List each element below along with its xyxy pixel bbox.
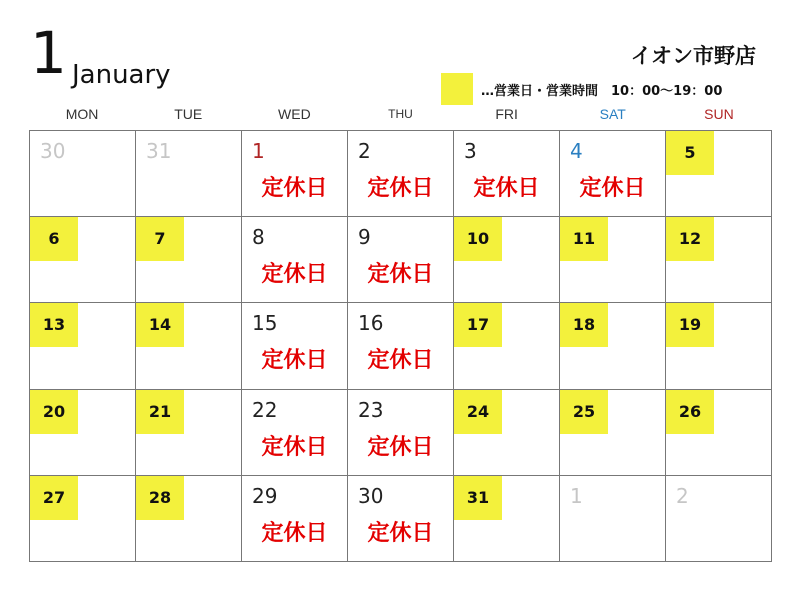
day-cell bbox=[136, 303, 242, 389]
closed-label: 定休日 bbox=[367, 348, 434, 374]
open-day-badge: 10 bbox=[454, 217, 502, 261]
day-cell bbox=[348, 476, 454, 562]
day-cell bbox=[560, 131, 666, 217]
weekday-thu: THU bbox=[388, 107, 413, 121]
day-number: 29 bbox=[252, 483, 278, 508]
day-cell bbox=[30, 131, 136, 217]
legend-text: …営業日・営業時間 10：00〜19：00 bbox=[481, 83, 723, 99]
open-day-badge: 18 bbox=[560, 303, 608, 347]
open-day-badge: 19 bbox=[666, 303, 714, 347]
open-day-badge: 20 bbox=[30, 390, 78, 434]
closed-label: 定休日 bbox=[261, 348, 328, 374]
open-day-badge: 6 bbox=[30, 217, 78, 261]
day-number: 2 bbox=[358, 139, 371, 163]
day-cell bbox=[30, 303, 136, 389]
day-cell bbox=[242, 303, 348, 389]
open-day-badge: 5 bbox=[666, 131, 714, 175]
day-cell bbox=[348, 217, 454, 303]
open-day-badge: 31 bbox=[454, 476, 502, 520]
closed-label: 定休日 bbox=[367, 520, 434, 546]
day-number: 16 bbox=[358, 311, 384, 336]
weekday-fri: FRI bbox=[495, 106, 518, 122]
closed-label: 定休日 bbox=[579, 176, 646, 201]
day-number: 1 bbox=[252, 139, 265, 163]
day-number: 30 bbox=[40, 139, 66, 163]
day-cell bbox=[666, 390, 772, 476]
open-day-badge: 17 bbox=[454, 303, 502, 347]
weekday-mon: MON bbox=[65, 106, 99, 122]
open-day-badge: 13 bbox=[30, 303, 78, 347]
closed-label: 定休日 bbox=[367, 262, 434, 288]
day-cell bbox=[454, 303, 560, 389]
day-cell bbox=[454, 476, 560, 562]
legend-swatch bbox=[441, 73, 473, 105]
day-cell bbox=[30, 217, 136, 303]
day-cell bbox=[454, 217, 560, 303]
day-number: 8 bbox=[252, 225, 265, 250]
day-cell bbox=[560, 217, 666, 303]
day-cell bbox=[136, 390, 242, 476]
closed-label: 定休日 bbox=[473, 176, 540, 201]
day-cell bbox=[666, 217, 772, 303]
day-cell bbox=[666, 303, 772, 389]
weekday-sat: SAT bbox=[599, 106, 626, 122]
day-cell bbox=[136, 217, 242, 303]
day-number: 9 bbox=[358, 225, 371, 250]
day-number: 22 bbox=[252, 397, 278, 422]
open-day-badge: 21 bbox=[136, 390, 184, 434]
open-day-badge: 14 bbox=[136, 303, 184, 347]
day-cell bbox=[560, 303, 666, 389]
day-cell bbox=[30, 476, 136, 562]
closed-label: 定休日 bbox=[367, 434, 434, 460]
day-cell bbox=[666, 131, 772, 217]
day-cell bbox=[242, 217, 348, 303]
open-day-badge: 12 bbox=[666, 217, 714, 261]
month-name: January bbox=[72, 60, 171, 90]
closed-label: 定休日 bbox=[261, 176, 328, 201]
open-day-badge: 11 bbox=[560, 217, 608, 261]
day-cell bbox=[30, 390, 136, 476]
open-day-badge: 7 bbox=[136, 217, 184, 261]
day-number: 2 bbox=[676, 483, 689, 508]
month-number: 1 bbox=[30, 19, 67, 87]
day-cell bbox=[348, 303, 454, 389]
day-cell bbox=[242, 390, 348, 476]
day-cell bbox=[242, 476, 348, 562]
day-number: 30 bbox=[358, 483, 384, 508]
weekday-sun: SUN bbox=[704, 106, 734, 122]
day-number: 15 bbox=[252, 311, 278, 336]
day-number: 3 bbox=[464, 139, 477, 163]
weekday-tue: TUE bbox=[174, 106, 203, 122]
closed-label: 定休日 bbox=[367, 176, 434, 201]
day-cell bbox=[136, 131, 242, 217]
day-cell bbox=[454, 131, 560, 217]
open-day-badge: 24 bbox=[454, 390, 502, 434]
day-number: 4 bbox=[570, 139, 583, 163]
store-name: イオン市野店 bbox=[630, 44, 756, 68]
legend bbox=[441, 73, 722, 105]
day-cell bbox=[560, 476, 666, 562]
closed-label: 定休日 bbox=[261, 262, 328, 288]
day-cell bbox=[560, 390, 666, 476]
calendar-grid bbox=[29, 130, 772, 562]
day-cell bbox=[136, 476, 242, 562]
open-day-badge: 27 bbox=[30, 476, 78, 520]
weekday-header bbox=[29, 104, 772, 124]
closed-label: 定休日 bbox=[261, 520, 328, 546]
day-cell bbox=[454, 390, 560, 476]
open-day-badge: 25 bbox=[560, 390, 608, 434]
day-number: 1 bbox=[570, 483, 583, 508]
day-cell bbox=[666, 476, 772, 562]
open-day-badge: 26 bbox=[666, 390, 714, 434]
closed-label: 定休日 bbox=[261, 434, 328, 460]
day-number: 23 bbox=[358, 397, 384, 422]
open-day-badge: 28 bbox=[136, 476, 184, 520]
day-cell bbox=[242, 131, 348, 217]
weekday-wed: WED bbox=[278, 106, 311, 122]
day-cell bbox=[348, 131, 454, 217]
day-number: 31 bbox=[146, 139, 172, 163]
day-cell bbox=[348, 390, 454, 476]
